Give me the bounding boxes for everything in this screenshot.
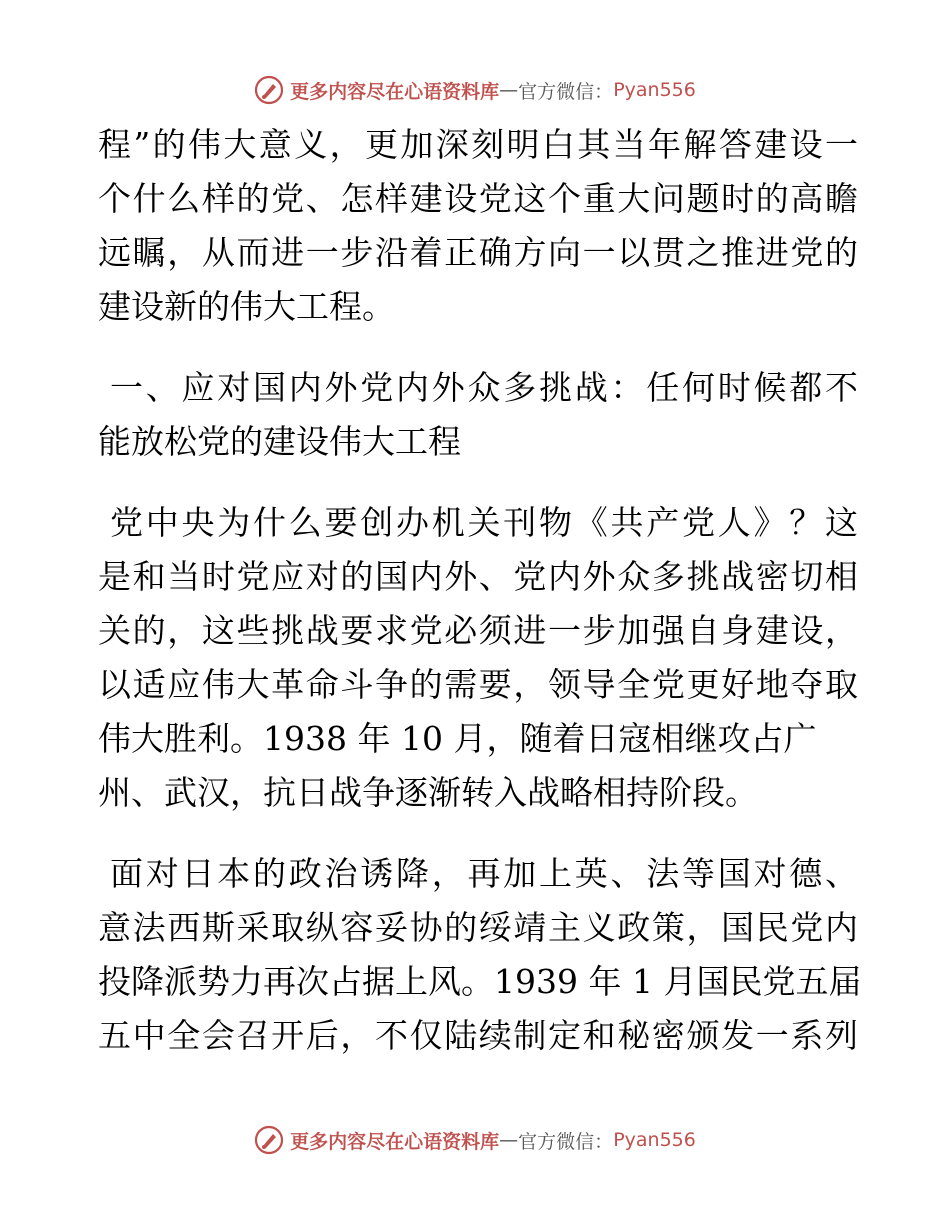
- pen-logo-icon: [254, 1125, 284, 1155]
- paragraph-1: [98, 118, 858, 334]
- text-line: 是和当时党应对的国内外、党内外众多挑战密切相: [98, 557, 858, 596]
- header-watermark: [0, 70, 950, 110]
- paragraph-3: [98, 847, 862, 1063]
- text-line: 党中央为什么要创办机关刊物《共产党人》？这: [110, 503, 858, 542]
- text-line: 建设新的伟大工程。: [98, 287, 395, 326]
- watermark-main-text: 更多内容尽在心语资料库: [290, 1130, 500, 1153]
- watermark-wechat-label: 官方微信：: [518, 1130, 614, 1153]
- text-line: 投降派势力再次占据上风。1939 年 1 月国民党五届: [98, 962, 862, 1001]
- text-line: 关的，这些挑战要求党必须进一步加强自身建设，: [98, 611, 858, 650]
- pen-logo-icon: [254, 75, 284, 105]
- text-line: 程”的伟大意义，更加深刻明白其当年解答建设一: [98, 125, 858, 164]
- section-heading: [98, 361, 858, 469]
- watermark-dash: —: [499, 1129, 519, 1151]
- text-line: 伟大胜利。1938 年 10 月，随着日寇相继攻占广: [98, 719, 817, 758]
- text-line: 个什么样的党、怎样建设党这个重大问题时的高瞻: [98, 179, 858, 218]
- text-line: 以适应伟大革命斗争的需要，领导全党更好地夺取: [98, 665, 858, 704]
- watermark-wechat-label: 官方微信：: [518, 80, 614, 103]
- text-line: 一、应对国内外党内外众多挑战：任何时候都不: [110, 368, 858, 407]
- watermark-wechat-id: Pyan556: [613, 1129, 696, 1151]
- text-line: 州、武汉，抗日战争逐渐转入战略相持阶段。: [98, 773, 758, 812]
- text-line: 五中全会召开后，不仅陆续制定和秘密颁发一系列: [98, 1016, 858, 1055]
- text-line: 面对日本的政治诱降，再加上英、法等国对德、: [110, 854, 858, 893]
- watermark-wechat-id: Pyan556: [613, 79, 696, 101]
- watermark-dash: —: [499, 79, 519, 101]
- text-line: 远瞩，从而进一步沿着正确方向一以贯之推进党的: [98, 233, 858, 272]
- paragraph-2: [98, 496, 858, 820]
- watermark-main-text: 更多内容尽在心语资料库: [290, 80, 500, 103]
- text-line: 意法西斯采取纵容妥协的绥靖主义政策，国民党内: [98, 908, 858, 947]
- text-line: 能放松党的建设伟大工程: [98, 422, 461, 461]
- footer-watermark: [0, 1120, 950, 1160]
- document-body: [98, 118, 862, 1063]
